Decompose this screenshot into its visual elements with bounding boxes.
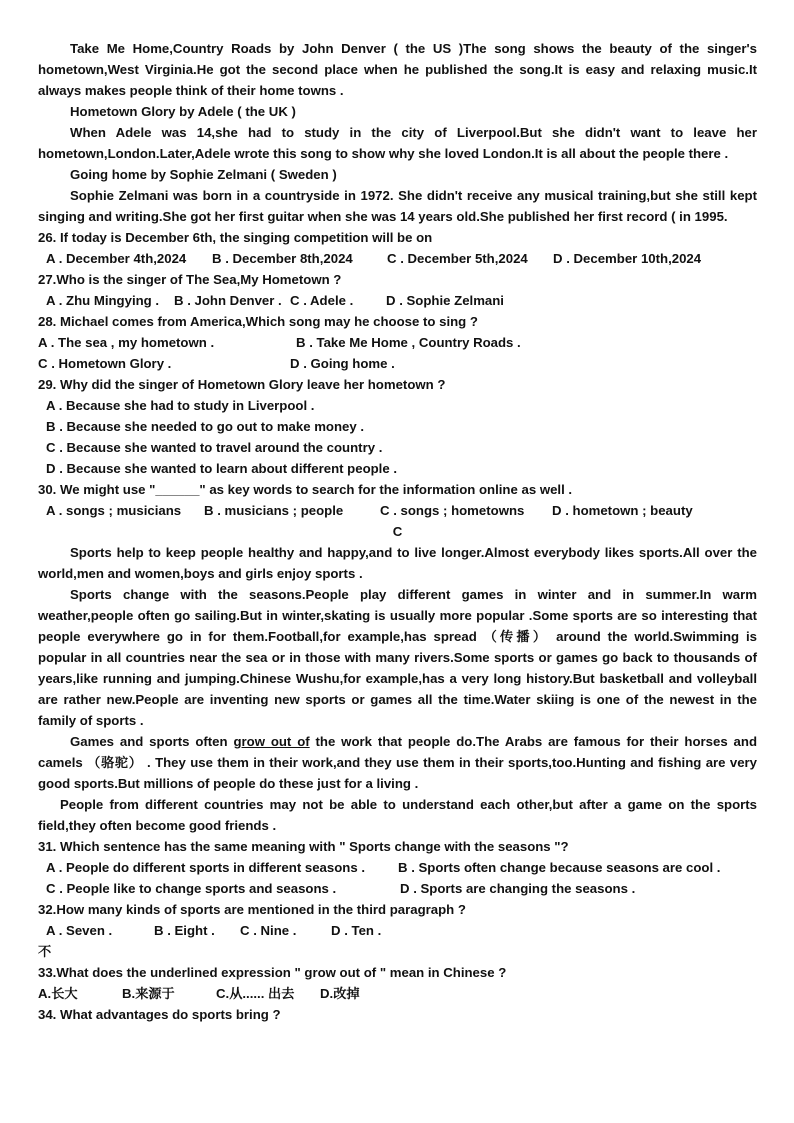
passage-c-label: C [392,524,403,539]
question-34-stem: 34. What advantages do sports bring ? [38,1007,281,1022]
question-29-stem: 29. Why did the singer of Hometown Glory leave her hometown ? [38,377,446,392]
q30-option-c[interactable]: C . songs ; hometowns [380,503,525,518]
question-30-options [38,500,757,521]
q30-option-b[interactable]: B . musicians ; people [204,503,344,518]
q26-option-b[interactable]: B . December 8th,2024 [212,251,353,266]
question-28-options-ab [38,332,757,353]
q31-option-a[interactable]: A . People do different sports in different seasons . [46,860,365,875]
underlined-expression: grow out of [233,734,310,749]
q26-option-d[interactable]: D . December 10th,2024 [553,251,702,266]
q33-option-d[interactable]: D.改掉 [320,986,360,1001]
q31-option-d[interactable]: D . Sports are changing the seasons . [400,881,636,896]
question-32-options [38,920,757,941]
question-26-stem: 26. If today is December 6th, the singing competition will be on [38,230,433,245]
passage-c-para-1: Sports help to keep people healthy and happy,and to live longer.Almost everybody likes sports.All over the world,men and women,boys and girls enjoy sports . [38,545,757,581]
question-26-options [38,248,757,269]
passage-c-para-4: People from different countries may not be able to understand each other,but after a game on the sports field,they often become good friends . [38,797,757,833]
question-32-stem: 32.How many kinds of sports are mentioned in the third paragraph ? [38,902,466,917]
q29-option-d[interactable]: D . Because she wanted to learn about different people . [46,461,398,476]
q32-option-c[interactable]: C . Nine . [240,923,297,938]
para-3-text-before: Games and sports often [70,734,234,749]
q27-option-d[interactable]: D . Sophie Zelmani [386,293,504,308]
q29-option-b[interactable]: B . Because she needed to go out to make money . [46,419,365,434]
q31-option-b[interactable]: B . Sports often change because seasons are cool . [398,860,721,875]
passage-b-song3-text: Sophie Zelmani was born in a countryside in 1972. She didn't receive any musical training,but she still kept singing and writing.She got her first guitar when she was 14 years old.She published her first record ( in 1995. [38,188,757,224]
question-30-stem: 30. We might use "______" as key words to search for the information online as well . [38,482,573,497]
q28-option-b[interactable]: B . Take Me Home , Country Roads . [296,335,521,350]
q32-option-d[interactable]: D . Ten . [331,923,382,938]
q29-option-c[interactable]: C . Because she wanted to travel around the country . [46,440,383,455]
q30-option-a[interactable]: A . songs ; musicians [46,503,182,518]
question-27-options [38,290,757,311]
passage-b-song1: Take Me Home,Country Roads by John Denver ( the US )The song shows the beauty of the singer's hometown,West Virginia.He got the second place when he published the song.It is easy and relaxing music.It always makes people think of their home towns . [38,41,757,98]
q33-option-b[interactable]: B.来源于 [122,986,175,1001]
question-28-stem: 28. Michael comes from America,Which song may he choose to sing ? [38,314,478,329]
question-33-stem: 33.What does the underlined expression " grow out of " mean in Chinese ? [38,965,507,980]
question-32-note: 不 [38,944,52,959]
q33-option-a[interactable]: A.长大 [38,986,78,1001]
q27-option-c[interactable]: C . Adele . [290,293,354,308]
passage-b-song2-text: When Adele was 14,she had to study in the city of Liverpool.But she didn't want to leave her hometown,London.Later,Adele wrote this song to show why she loved London.It is all about the people there . [38,125,757,161]
q33-option-c[interactable]: C.从...... 出去 [216,986,295,1001]
q32-option-a[interactable]: A . Seven . [46,923,113,938]
q28-option-a[interactable]: A . The sea , my hometown . [38,335,215,350]
question-31-options-cd [38,878,757,899]
question-31-options-ab [38,857,757,878]
question-31-stem: 31. Which sentence has the same meaning with " Sports change with the seasons "? [38,839,569,854]
q32-option-b[interactable]: B . Eight . [154,923,215,938]
q30-option-d[interactable]: D . hometown ; beauty [552,503,693,518]
passage-b-song2-title: Hometown Glory by Adele ( the UK ) [70,104,296,119]
q26-option-c[interactable]: C . December 5th,2024 [387,251,528,266]
question-33-options [38,983,757,1004]
q27-option-a[interactable]: A . Zhu Mingying . [46,293,160,308]
question-27-stem: 27.Who is the singer of The Sea,My Hometown ? [38,272,342,287]
para-3-text-after: the work that people do.The Arabs are famous for their horses and camels （骆驼） . They use them in their work,and they use them in their sports,too.Hunting and fishing are very good sports.But millions of people do these just for a living . [38,734,757,791]
exam-page [38,38,757,1025]
passage-b-song3-title: Going home by Sophie Zelmani ( Sweden ) [70,167,337,182]
question-28-options-cd [38,353,757,374]
q28-option-d[interactable]: D . Going home . [290,356,395,371]
passage-c-para-3 [38,731,757,794]
passage-c-para-2: Sports change with the seasons.People play different games in winter and in summer.In warm weather,people often go sailing.But in winter,skating is usually more popular .Some sports are so interesting that people everywhere go in for them.Football,for example,has spread （传播） around the world.Swimming is popular in all countries near the sea or in those with many rivers.Some sports or games go back to thousands of years,like running and jumping.Chinese Wushu,for example,has a very long history.But basketball and volleyball are rather new.People are inventing new sports or games all the time.Water skiing is one of the newest in the family of sports . [38,587,757,728]
q27-option-b[interactable]: B . John Denver . [174,293,282,308]
q26-option-a[interactable]: A . December 4th,2024 [46,251,187,266]
q31-option-c[interactable]: C . People like to change sports and seasons . [46,881,337,896]
q28-option-c[interactable]: C . Hometown Glory . [38,356,172,371]
q29-option-a[interactable]: A . Because she had to study in Liverpool . [46,398,315,413]
